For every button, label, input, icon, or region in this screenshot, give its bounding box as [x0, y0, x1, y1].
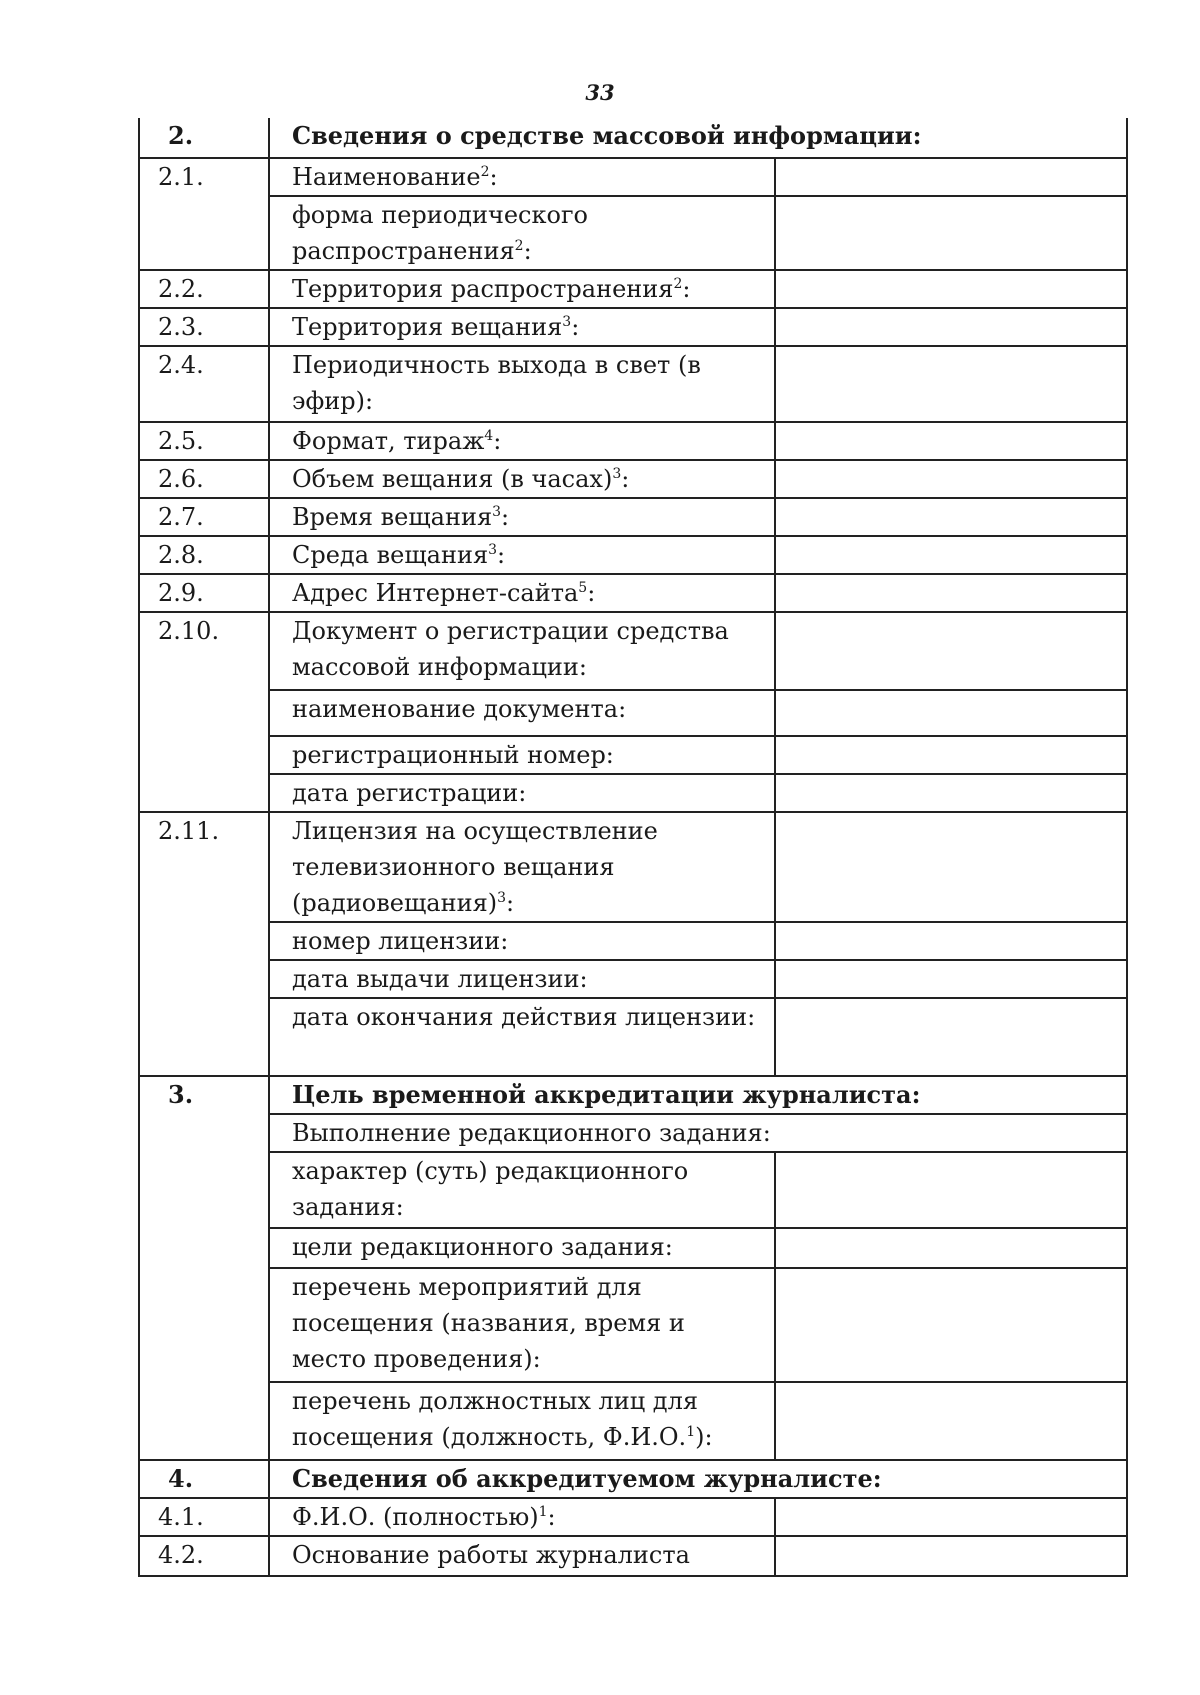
field-value[interactable] [775, 998, 1127, 1076]
form-row [139, 922, 1127, 960]
section-number: 3. [139, 1076, 269, 1460]
row-number: 2.2. [139, 270, 269, 308]
row-number: 2.9. [139, 574, 269, 612]
section-header-row [139, 118, 1127, 158]
field-value[interactable] [775, 1228, 1127, 1268]
field-label: наименование документа: [269, 690, 775, 736]
form-row [139, 270, 1127, 308]
section-number: 2. [139, 118, 269, 158]
field-label: дата окончания действия лицензии: [269, 998, 775, 1076]
field-label: форма периодического распространения$^2$: [269, 196, 775, 270]
row-number: 4.2. [139, 1536, 269, 1576]
field-label: регистрационный номер: [269, 736, 775, 774]
row-number: 2.11. [139, 812, 269, 1076]
field-label: цели редакционного задания: [269, 1228, 775, 1268]
field-label: Документ о регистрации средства массовой информации: [269, 612, 775, 690]
field-value[interactable] [775, 574, 1127, 612]
field-value[interactable] [775, 812, 1127, 922]
field-label: номер лицензии: [269, 922, 775, 960]
form-row [139, 1228, 1127, 1268]
form-row [139, 574, 1127, 612]
field-label: Объем вещания (в часах)$^3$: [269, 460, 775, 498]
field-label: Формат, тираж$^4$: [269, 422, 775, 460]
field-label: Территория вещания$^3$: [269, 308, 775, 346]
form-row [139, 158, 1127, 196]
form-row [139, 1498, 1127, 1536]
accreditation-form-table [138, 118, 1128, 1577]
field-value[interactable] [775, 1268, 1127, 1382]
field-label: дата регистрации: [269, 774, 775, 812]
field-value[interactable] [775, 690, 1127, 736]
form-row [139, 498, 1127, 536]
form-row [139, 422, 1127, 460]
field-label: Адрес Интернет-сайта$^5$: [269, 574, 775, 612]
field-value[interactable] [775, 536, 1127, 574]
row-number: 2.7. [139, 498, 269, 536]
field-value[interactable] [775, 960, 1127, 998]
form-row [139, 460, 1127, 498]
row-number: 2.8. [139, 536, 269, 574]
field-label: Ф.И.О. (полностью)$^1$: [269, 1498, 775, 1536]
form-row [139, 536, 1127, 574]
field-label: Периодичность выхода в свет (в эфир): [269, 346, 775, 422]
field-value[interactable] [775, 196, 1127, 270]
field-value[interactable] [775, 774, 1127, 812]
section-header-row [139, 1076, 1127, 1114]
field-value[interactable] [775, 498, 1127, 536]
field-value[interactable] [775, 1498, 1127, 1536]
field-value[interactable] [775, 422, 1127, 460]
field-label: перечень должностных лиц для посещения (должность, Ф.И.О.$^1$): [269, 1382, 775, 1460]
section-title: Цель временной аккредитации журналиста: [269, 1076, 1127, 1114]
field-value[interactable] [775, 922, 1127, 960]
row-number: 2.5. [139, 422, 269, 460]
field-label: перечень мероприятий для посещения (названия, время и место проведения): [269, 1268, 775, 1382]
field-label: Территория распространения$^2$: [269, 270, 775, 308]
field-value[interactable] [775, 158, 1127, 196]
field-value[interactable] [775, 1536, 1127, 1576]
field-value[interactable] [775, 736, 1127, 774]
form-row [139, 196, 1127, 270]
section-number: 4. [139, 1460, 269, 1498]
row-number: 2.3. [139, 308, 269, 346]
form-row [139, 774, 1127, 812]
form-row [139, 1114, 1127, 1152]
field-value[interactable] [775, 1382, 1127, 1460]
field-label: Время вещания$^3$: [269, 498, 775, 536]
row-number: 2.10. [139, 612, 269, 812]
form-row [139, 1268, 1127, 1382]
field-value[interactable] [775, 270, 1127, 308]
form-row [139, 690, 1127, 736]
row-number: 4.1. [139, 1498, 269, 1536]
field-value[interactable] [775, 612, 1127, 690]
field-label: Выполнение редакционного задания: [269, 1114, 1127, 1152]
field-label: дата выдачи лицензии: [269, 960, 775, 998]
form-row [139, 736, 1127, 774]
field-value[interactable] [775, 346, 1127, 422]
section-title: Сведения о средстве массовой информации: [269, 118, 1127, 158]
row-number: 2.1. [139, 158, 269, 270]
field-value[interactable] [775, 1152, 1127, 1228]
form-row [139, 346, 1127, 422]
form-row [139, 308, 1127, 346]
section-header-row [139, 1460, 1127, 1498]
field-label: Лицензия на осуществление телевизионного вещания (радиовещания)$^3$: [269, 812, 775, 922]
field-value[interactable] [775, 308, 1127, 346]
form-row [139, 812, 1127, 922]
field-label: Основание работы журналиста [269, 1536, 775, 1576]
form-row [139, 960, 1127, 998]
form-row [139, 1152, 1127, 1228]
field-label: характер (суть) редакционного задания: [269, 1152, 775, 1228]
field-value[interactable] [775, 460, 1127, 498]
page-number: 33 [585, 80, 615, 105]
section-title: Сведения об аккредитуемом журналисте: [269, 1460, 1127, 1498]
field-label: Среда вещания$^3$: [269, 536, 775, 574]
row-number: 2.6. [139, 460, 269, 498]
form-row [139, 998, 1127, 1076]
field-label: Наименование$^2$: [269, 158, 775, 196]
form-row [139, 1382, 1127, 1460]
form-row [139, 612, 1127, 690]
form-row [139, 1536, 1127, 1576]
row-number: 2.4. [139, 346, 269, 422]
